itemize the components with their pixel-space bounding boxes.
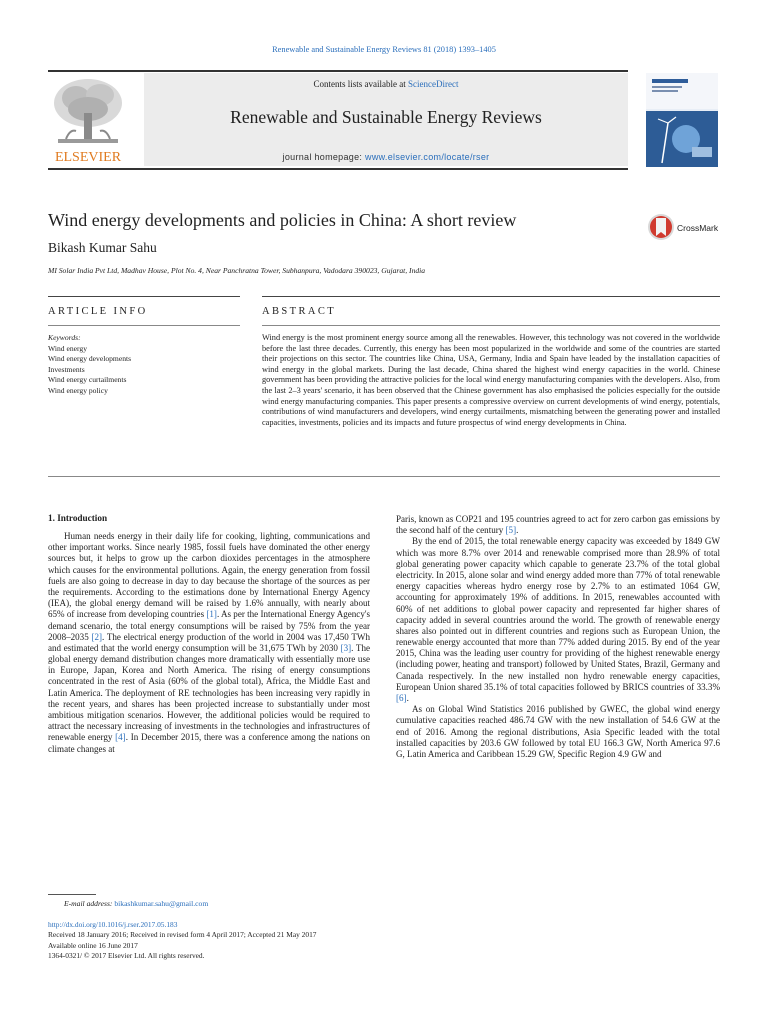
abstract-text: Wind energy is the most prominent energy source among all the renewables. However, this technology was not covered in the worldwide before the last three decades. Currently, this energy has been most popularized in the worldwide and some of the countries are started their projections on this sector. The countries like China, USA, Germany, India and Spain have leaded by the installation capacities of wind energy in the global markets. During the last decade, China shared the highest wind energy capacities in the world. Chinese government has been providing the attractive policies for the local wind energy manufacturing companies with the developers. Also, from the last 2–3 years' scenario, it has been observed that the Chinese government has also emphasised the policies especially for the outside wind energy manufacturing companies. This paper presents a compressive overview on current developments of wind energy, potentials, contributions of wind manufacturers and developers, wind energy curtailments, mismatching between the generating power and installed capacities, investments, policies and its impacts and future prospectus of wind energy developments in China. [262, 333, 720, 427]
homepage-prefix: journal homepage: [282, 152, 366, 162]
doi-link[interactable]: http://dx.doi.org/10.1016/j.rser.2017.05.183 [48, 920, 178, 929]
citation-link[interactable]: [4] [115, 732, 126, 743]
body-column-right [396, 514, 720, 760]
header-bottom-rule [48, 168, 628, 170]
contents-prefix: Contents lists available at [313, 79, 408, 89]
article-title: Wind energy developments and policies in China: A short review [48, 210, 517, 230]
journal-cover-thumbnail[interactable] [646, 73, 718, 167]
body-text: As on Global Wind Statistics 2016 published by GWEC, the global wind energy cumulative capacities reached 486.74 GW with the new installation of 54.6 GW at the end of 2016. Among the regional distributions, Asia Specific leaded with the total installed capacities by 203.6 GW followed by total EU 166.3 GW, North America 97.6 G, Latin America and Caribbean 15.29 GW, Specific Region 4.9 GW and [396, 704, 720, 759]
body-text: Human needs energy in their daily life for cooking, lighting, communications and other important works. Since nearly 1985, fossil fuels have dominated the other energy sources but, it helps to grow up the carbon dioxides percentages in the atmosphere which causes for the environmental pollutions. Again, the energy generation from fossil fuels are also going to decrease in day to day because the shortage of the sources as per the requirements. According to the estimations done by International Energy Agency (IEA), the global energy demand will be raised by 1.6% annually, with nearly about 65% of increase from developing countries [48, 531, 370, 620]
body-column-left [48, 531, 370, 755]
email-link[interactable]: bikashkumar.sahu@gmail.com [114, 899, 209, 908]
corresponding-email-footnote [64, 899, 208, 908]
body-text: . [406, 693, 409, 703]
keyword-item: Wind energy developments [48, 354, 132, 364]
body-text: Paris, known as COP21 and 195 countries agreed to act for zero carbon gas emissions by the second half of the century [396, 514, 720, 536]
author-name: Bikash Kumar Sahu [48, 240, 157, 255]
section-heading-introduction: 1. Introduction [48, 513, 108, 523]
abstract-heading: ABSTRACT [262, 306, 337, 317]
abstract-bottom-rule [48, 476, 720, 477]
citation-link[interactable]: [1] [206, 609, 217, 620]
header-top-rule [48, 70, 628, 72]
copyright-notice: 1364-0321/ © 2017 Elsevier Ltd. All rights reserved. [48, 951, 205, 961]
sciencedirect-link[interactable]: ScienceDirect [408, 79, 459, 89]
body-text: . [516, 525, 519, 536]
footnote-rule [48, 894, 96, 895]
citation-link[interactable]: [5] [505, 525, 517, 536]
received-dates: Received 18 January 2016; Received in revised form 4 April 2017; Accepted 21 May 2017 [48, 930, 317, 940]
contents-availability [144, 79, 628, 89]
keyword-item: Wind energy policy [48, 385, 108, 395]
citation-link[interactable]: [2] [91, 631, 103, 642]
abstract-top-rule [262, 296, 720, 297]
article-history-footer [48, 920, 316, 962]
keyword-item: Wind energy [48, 343, 87, 353]
journal-homepage [144, 152, 628, 162]
body-text: . As per the International Energy Agency's demand scenario, the total energy consumptions will be raised by 75% from the year 2008–2035 [48, 609, 370, 642]
keywords-label: Keywords: [48, 333, 81, 342]
journal-citation[interactable]: Renewable and Sustainable Energy Reviews 81 (2018) 1393–1405 [272, 45, 496, 54]
article-info-sub-rule [48, 325, 240, 326]
body-paragraph [396, 704, 720, 760]
keywords-list [48, 333, 238, 397]
citation-link[interactable]: [6] [396, 693, 407, 703]
elsevier-tree-logo [48, 73, 128, 165]
keyword-item: Wind energy curtailments [48, 375, 127, 385]
body-text: By the end of 2015, the total renewable energy capacity was exceeded by 1849 GW which was more 8.7% over 2014 and renewable comprised more than 28.9% of total global generating power capacity which capable to generate 23.7% of the total global electricity. In 2015, alone solar and wind energy added more than 77% of total renewable energy capacities whereas hydro energy rose by 2.7% to an estimated 1064 GW, accounting for approximately 19% of additions. In 2015, renewables accounted with 60% of net additions to global power capacity and represented far higher shares of capacity added in several countries around the world. The growth of renewable energy shares also pointed out in different countries and regions such as European Union, the renewable energy accounted that more than 77% added during 2015. By end of the year 2015, China was the leading user country for providing of the highest renewable energy (including power, heating and transport) followed by United States, Brazil, Germany and Canada respectively. In the new installed non hydro renewable energy capacities, European Union shared 35.1% of total capacities followed by BRICS countries of 33.3% [396, 536, 720, 692]
crossmark-label[interactable]: CrossMark [677, 223, 719, 233]
homepage-link[interactable]: www.elsevier.com/locate/rser [365, 152, 490, 162]
keyword-item: Investments [48, 364, 85, 374]
abstract-sub-rule [262, 325, 720, 326]
email-label: E-mail address: [64, 899, 113, 908]
body-paragraph [396, 514, 720, 536]
article-info-top-rule [48, 296, 240, 297]
article-info-heading: ARTICLE INFO [48, 306, 148, 317]
body-paragraph [396, 536, 720, 704]
citation-link[interactable]: [3] [340, 642, 352, 653]
body-paragraph [48, 531, 370, 755]
body-text: . The electrical energy production of the world in 2004 was 17,450 TWh and estimated that the world energy consumption will be 31,675 TWh by 2030 [48, 631, 370, 653]
elsevier-wordmark: ELSEVIER [54, 150, 122, 165]
body-text: . In December 2015, there was a conference among the nations on climate changes at [48, 732, 370, 754]
journal-title: Renewable and Sustainable Energy Reviews [230, 107, 542, 127]
author-affiliation: MI Solar India Pvt Ltd, Madhav House, Plot No. 4, Near Panchratna Tower, Subhanpura, Vadodara 390023, Gujarat, India [48, 266, 426, 275]
available-online-date: Available online 16 June 2017 [48, 940, 138, 950]
body-text: . The global energy demand distribution changes more dramatically with essentially more use in Europe, Japan, Korea and North America. The rising of energy consumptions concentrated in the rest of Asia (60% of the global total), Africa, the Middle East and Latin America. The deployment of RE technologies has been increasing very rapidly in the recent years, and shares has been projected increase to substantially under most ambitious mitigation scenarios. However, the additional policies would be required to attract the necessary increasing of investments in the technologies and infrastructures of renewable energy [48, 642, 370, 743]
